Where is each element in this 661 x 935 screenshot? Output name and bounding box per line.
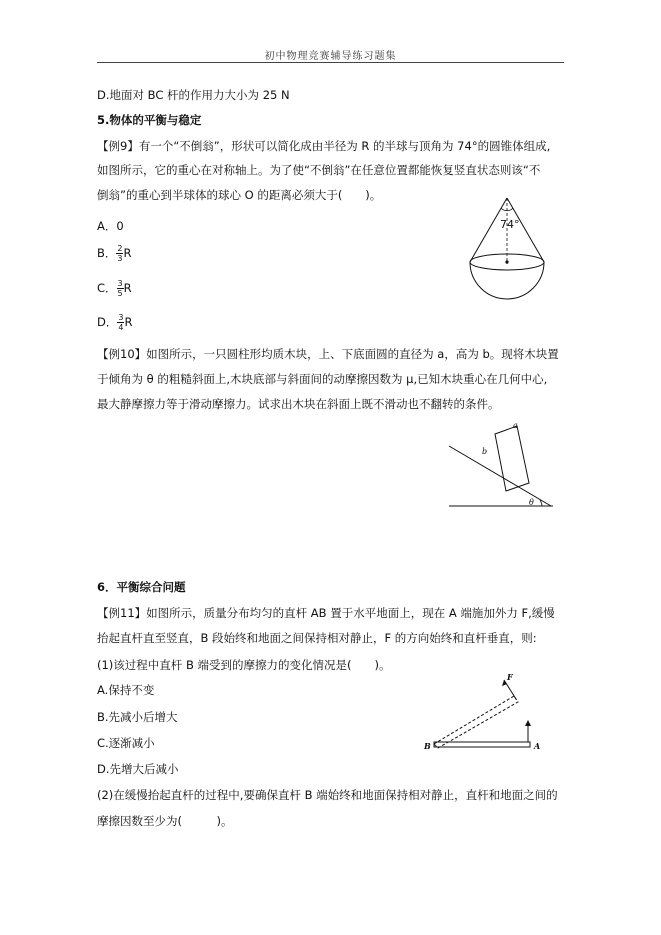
option-b-prefix: B．	[97, 246, 117, 260]
example9-line2: 如图所示，它的重心在对称轴上。为了使“不倒翁”在任意位置都能恢复竖直状态则该“不	[97, 163, 541, 177]
example9-option-b	[97, 244, 131, 263]
label-theta: θ	[529, 498, 534, 507]
incline-surface	[449, 446, 551, 506]
option-b-suffix: R	[123, 246, 132, 260]
option-d-numerator: 3	[118, 313, 124, 322]
label-a: a	[513, 421, 518, 430]
option-b-numerator: 2	[117, 244, 123, 253]
example11-option-b: B.先减小后增大	[97, 710, 178, 724]
example10-line1: 【例10】如图所示，一只圆柱形均质木块，上、下底面圆的直径为 a，高为 b。现将木块置	[97, 347, 559, 361]
example9-option-c	[97, 279, 132, 298]
label-b-end: B	[424, 741, 431, 751]
example11-option-c: C.逐渐减小	[97, 736, 155, 750]
section6-title: 6．平衡综合问题	[97, 580, 186, 594]
tumbler-figure	[466, 196, 548, 312]
force-a-arrowhead	[525, 720, 531, 726]
option-d-denominator: 4	[118, 323, 124, 332]
example10-line3: 最大静摩擦力等于滑动摩擦力。试求出木块在斜面上既不滑动也不翻转的条件。	[97, 397, 500, 411]
option-c-fraction	[117, 279, 124, 298]
option-d-prefix: D．	[97, 315, 118, 329]
rod-raised-dashed	[434, 696, 518, 748]
option-c-suffix: R	[123, 281, 132, 295]
header-rule	[97, 62, 564, 63]
example11-line2: 抬起直杆直至竖直，B 段始终和地面之间保持相对静止，F 的方向始终和直杆垂直，则:	[97, 631, 537, 645]
cylinder-block	[495, 426, 529, 491]
section5-title: 5.物体的平衡与稳定	[97, 113, 202, 127]
example11-question1: (1)该过程中直杆 B 端受到的摩擦力的变化情况是( )。	[97, 658, 391, 672]
example11-line1: 【例11】如图所示，质量分布均匀的直杆 AB 置于水平地面上，现在 A 端施加外力 F,缓慢	[97, 606, 555, 620]
example11-option-a: A.保持不变	[97, 683, 155, 697]
example9-line3: 倒翁”的重心到半球体的球心 O 的距离必须大于( )。	[97, 188, 382, 202]
example10-line2: 于倾角为 θ 的粗糙斜面上,木块底部与斜面间的动摩擦因数为 μ,已知木块重心在几何中心,	[97, 372, 548, 386]
option-c-numerator: 3	[117, 279, 123, 288]
label-f: F	[507, 672, 513, 682]
option-c-prefix: C．	[97, 281, 117, 295]
incline-figure	[443, 420, 558, 510]
example9-option-d	[97, 313, 132, 332]
option-c-denominator: 5	[117, 289, 123, 298]
center-o-dot	[505, 260, 508, 263]
label-a-end: A	[534, 741, 541, 751]
apex-angle-label: 74°	[500, 218, 520, 231]
rod-figure	[420, 670, 550, 755]
option-b-denominator: 3	[117, 254, 123, 263]
rod-on-ground	[434, 742, 530, 747]
previous-option-d: D.地面对 BC 杆的作用力大小为 25 N	[97, 88, 290, 102]
example11-question2-line1: (2)在缓慢抬起直杆的过程中,要确保直杆 B 端始终和地面保持相对静止，直杆和地面之间的	[97, 788, 558, 802]
example9-option-a: A．0	[97, 219, 124, 233]
label-b: b	[482, 447, 488, 456]
option-d-suffix: R	[124, 315, 133, 329]
page-header-title: 初中物理竞赛辅导练习题集	[264, 51, 397, 62]
example9-line1: 【例9】有一个“不倒翁”，形状可以简化成由半径为 R 的半球与顶角为 74°的圆锥体组成,	[97, 139, 551, 153]
example11-option-d: D.先增大后减小	[97, 762, 179, 776]
example11-question2-line2: 摩擦因数至少为( )。	[97, 814, 233, 828]
